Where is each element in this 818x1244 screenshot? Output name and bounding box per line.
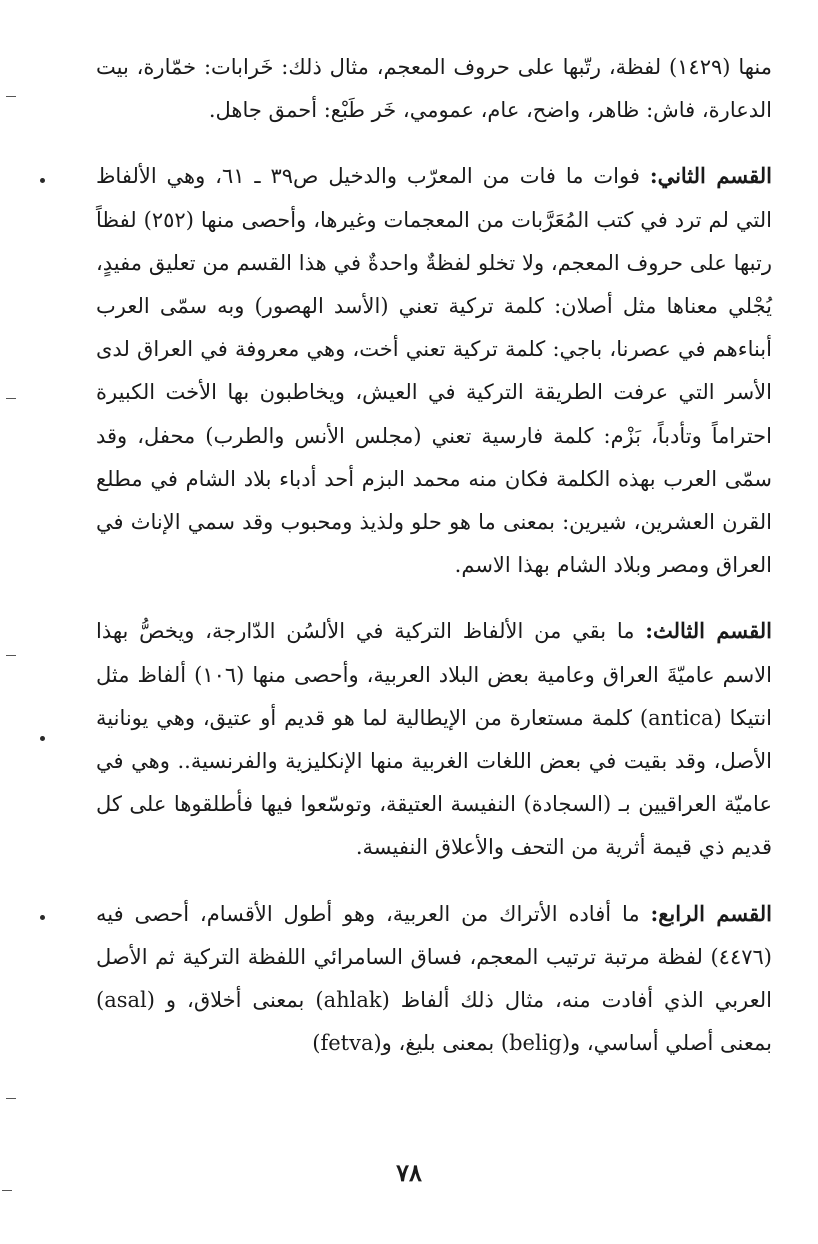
page-body xyxy=(96,46,772,1065)
scan-edge-line xyxy=(6,96,16,97)
paragraph-section-four xyxy=(96,892,772,1066)
paragraph-intro-text: منها (١٤٢٩) لفظة، رتّبها على حروف المعجم، مثال ذلك: خَرابات: خمّارة، بيت الدعارة، فاش: ظاهر، واضح، عام، عمومي، خَر طَبْع: أحمق جاهل. xyxy=(96,55,772,123)
scan-edge-line xyxy=(2,1190,12,1191)
scan-dot-mark xyxy=(40,736,45,741)
section-three-title: القسم الثالث: xyxy=(645,618,772,644)
section-two-text: فوات ما فات من المعرّب والدخيل ص٣٩ ـ ٦١، وهي الألفاظ التي لم ترد في كتب المُعَرَّبات من المعجمات وغيرها، وأحصى منها (٢٥٢) لفظاً رتبها على حروف المعجم، ولا تخلو لفظةٌ واحدةٌ في هذا القسم من تعليق مفيدٍ، يُجْلي معناها مثل أصلان: كلمة تركية تعني (الأسد الهصور) وبه سمّى العرب أبناءهم في عصرنا، باجي: كلمة تركية تعني أخت، وهي معروفة في العراق لدى الأسر التي عرفت الطريقة التركية في العيش، ويخاطبون بها الأخت الكبيرة احتراماً وتأدباً، بَزْم: كلمة فارسية تعني (مجلس الأنس والطرب) محفل، وقد سمّى العرب بهذه الكلمة فكان منه محمد البزم أحد أدباء بلاد الشام في مطلع القرن العشرين، شيرين: بمعنى ما هو حلو ولذيذ ومحبوب وقد سمي الإناث في العراق ومصر وبلاد الشام بهذا الاسم. xyxy=(96,164,772,578)
section-two-title: القسم الثاني: xyxy=(649,163,772,189)
page-number: ٧٨ xyxy=(396,1158,422,1187)
scan-edge-line xyxy=(6,398,16,399)
scan-edge-line xyxy=(6,655,16,656)
paragraph-section-two xyxy=(96,154,772,587)
scan-dot-mark xyxy=(40,915,45,920)
paragraph-section-three xyxy=(96,609,772,869)
paragraph-intro xyxy=(96,46,772,132)
section-four-title: القسم الرابع: xyxy=(650,900,772,926)
scan-dot-mark xyxy=(40,178,45,183)
scan-edge-line xyxy=(6,1098,16,1099)
section-four-text: ما أفاده الأتراك من العربية، وهو أطول الأقسام، أحصى فيه (٤٤٧٦) لفظة مرتبة ترتيب المعجم، فساق السامرائي اللفظة التركية ثم الأصل العربي الذي أفادت منه، مثال ذلك ألفاظ (ahlak) بمعنى أخلاق، و (asal) بمعنى أصلي أساسي، و(belig) بمعنى بليغ، و(fetva) xyxy=(96,901,772,1056)
section-three-text: ما بقي من الألفاظ التركية في الألسُن الدّارجة، ويخصُّ بهذا الاسم عاميّةَ العراق وعامية بعض البلاد العربية، وأحصى منها (١٠٦) ألفاظ مثل انتيكا (antica) كلمة مستعارة من الإيطالية لما هو قديم أو عتيق، وهي يونانية الأصل، وقد بقيت في بعض اللغات الغربية منها الإنكليزية والفرنسية.. وهي في عاميّة العراقيين بـ (السجادة) النفيسة العتيقة، وتوسّعوا فيها فأطلقوها على كل قديم ذي قيمة أثرية من التحف والأعلاق النفيسة. xyxy=(96,619,773,860)
